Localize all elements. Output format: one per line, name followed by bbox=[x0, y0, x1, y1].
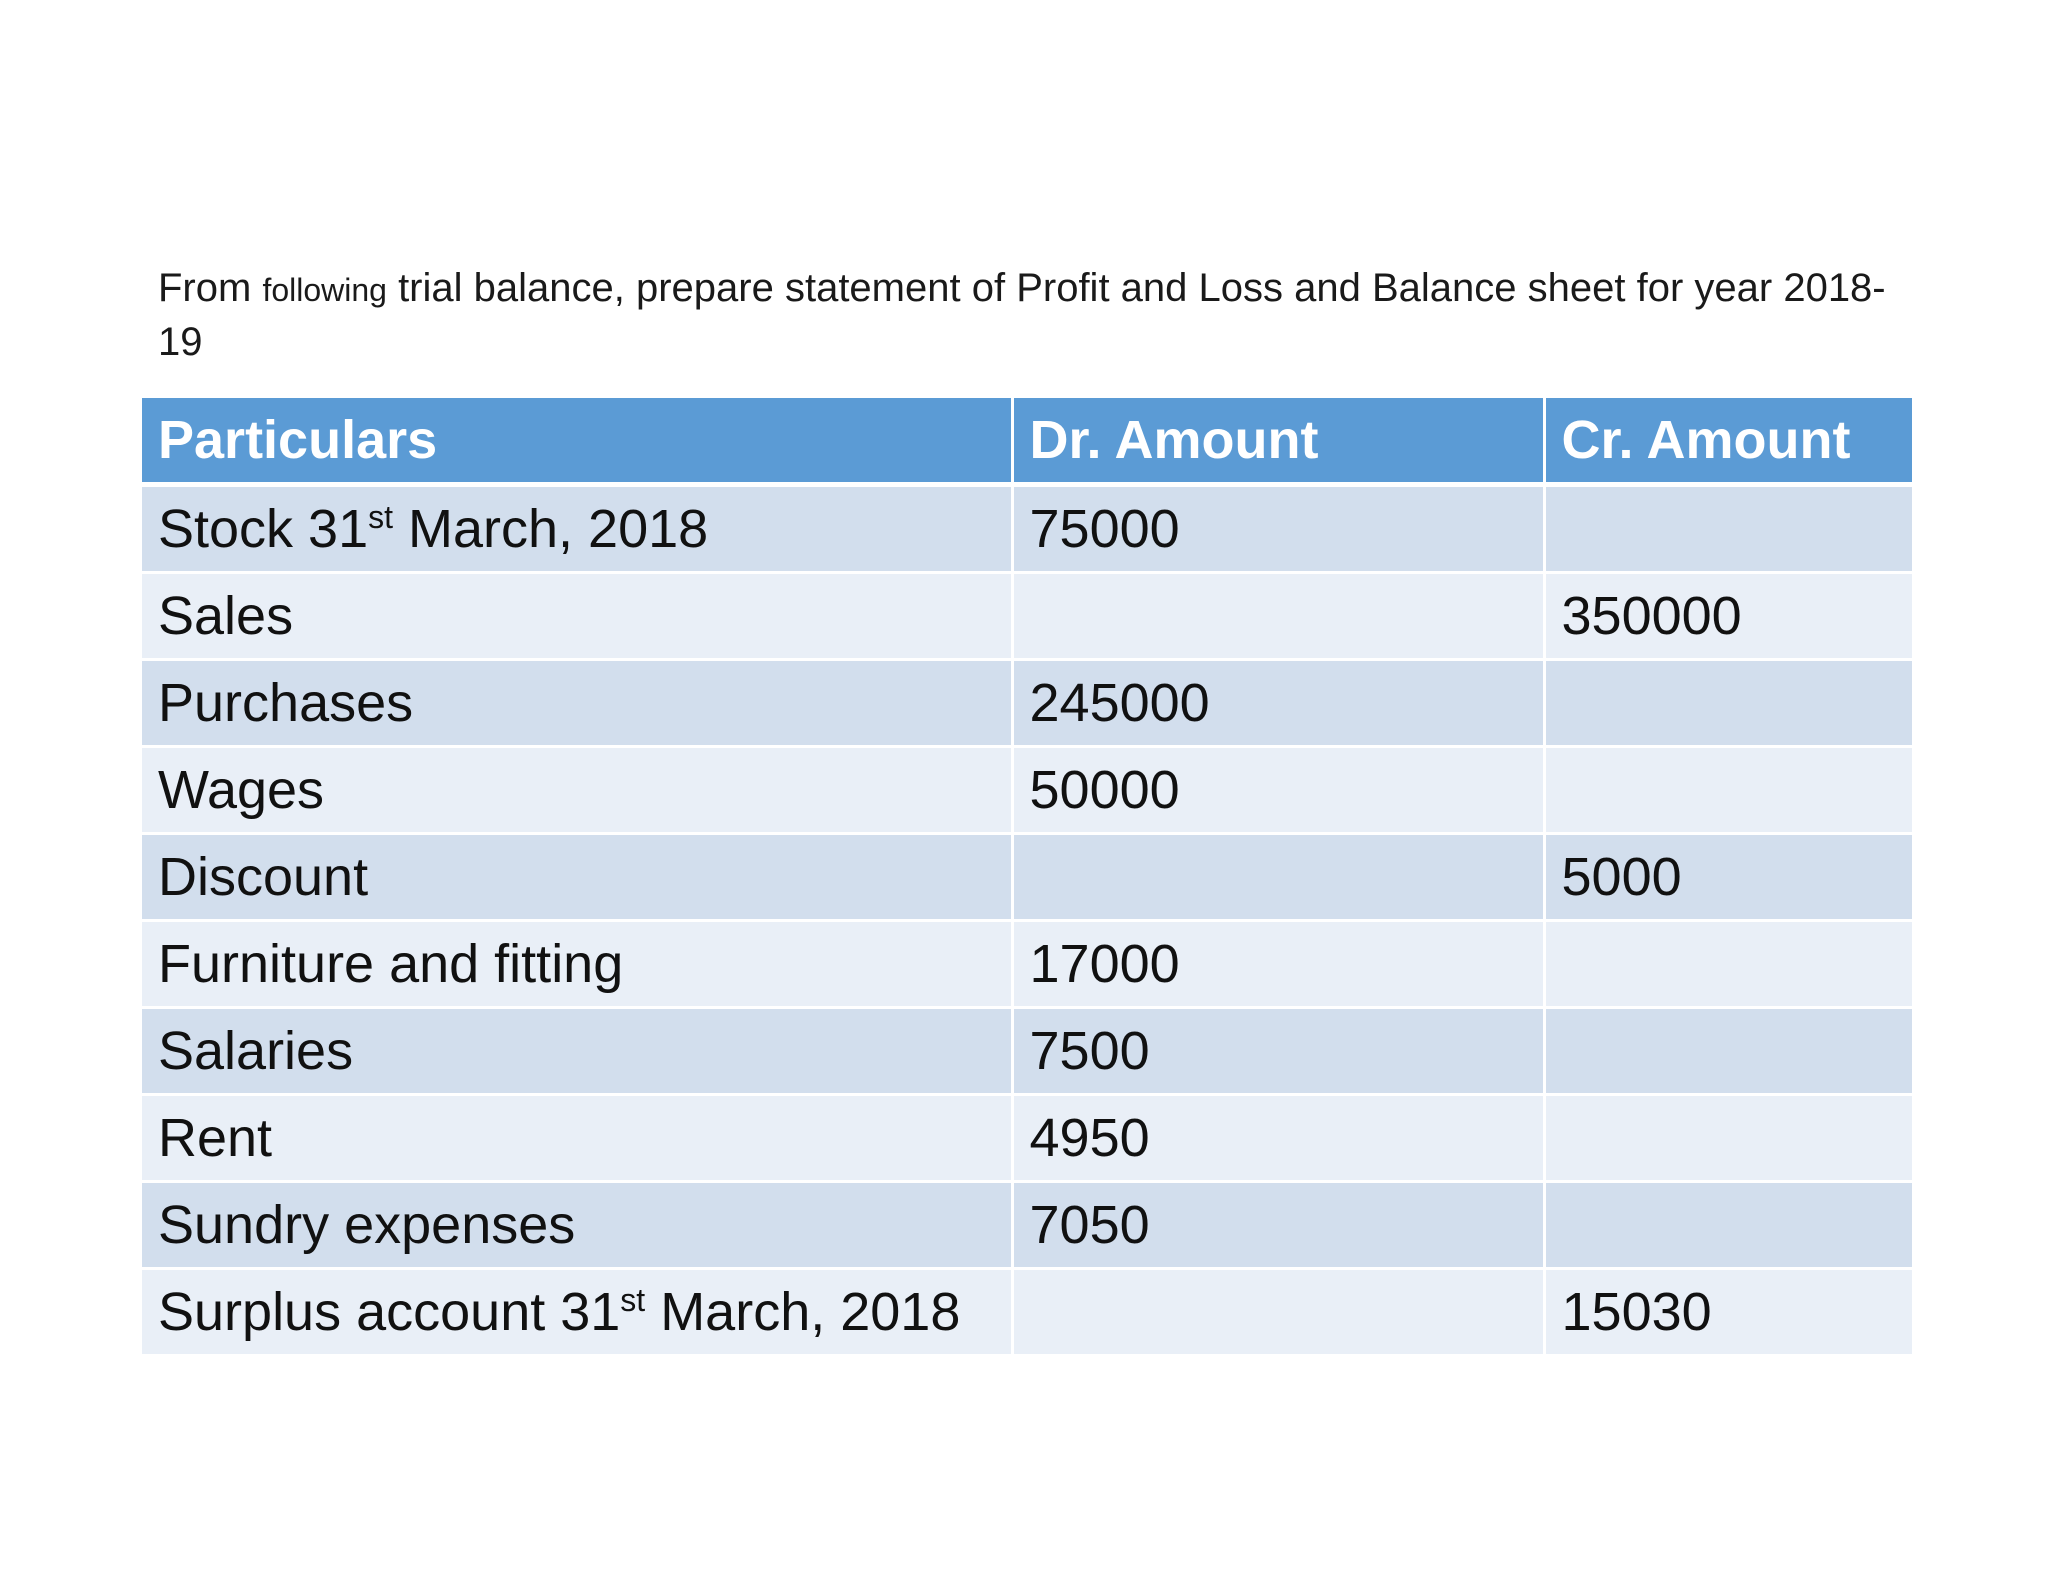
question-part2: trial balance, prepare statement of Profit and Loss and Balance sheet for year 2018-19 bbox=[158, 266, 1886, 364]
cell-dr-amount bbox=[1012, 573, 1544, 660]
particular-text: Stock 31 bbox=[158, 499, 369, 559]
header-dr-amount: Dr. Amount bbox=[1012, 398, 1544, 485]
cell-cr-amount bbox=[1544, 485, 1912, 573]
table-row bbox=[142, 1182, 1912, 1269]
question-part1: From bbox=[158, 266, 263, 310]
header-particulars: Particulars bbox=[142, 398, 1012, 485]
cell-cr-amount bbox=[1544, 660, 1912, 747]
cell-cr-amount bbox=[1544, 1008, 1912, 1095]
cell-particulars bbox=[142, 1008, 1012, 1095]
cell-cr-amount bbox=[1544, 747, 1912, 834]
particular-text: Discount bbox=[158, 847, 369, 907]
cell-dr-amount: 50000 bbox=[1012, 747, 1544, 834]
question-text bbox=[158, 262, 1918, 368]
cell-particulars bbox=[142, 485, 1012, 573]
particular-text: Salaries bbox=[158, 1021, 354, 1081]
table-row bbox=[142, 485, 1912, 573]
cell-particulars bbox=[142, 834, 1012, 921]
cell-dr-amount bbox=[1012, 1269, 1544, 1356]
cell-dr-amount: 75000 bbox=[1012, 485, 1544, 573]
cell-dr-amount: 17000 bbox=[1012, 921, 1544, 1008]
cell-particulars bbox=[142, 921, 1012, 1008]
cell-cr-amount bbox=[1544, 921, 1912, 1008]
ordinal-suffix: st bbox=[620, 1282, 646, 1318]
header-cr-amount: Cr. Amount bbox=[1544, 398, 1912, 485]
cell-particulars bbox=[142, 1095, 1012, 1182]
cell-dr-amount: 7500 bbox=[1012, 1008, 1544, 1095]
table-body bbox=[142, 485, 1912, 1356]
cell-dr-amount: 7050 bbox=[1012, 1182, 1544, 1269]
table-row bbox=[142, 573, 1912, 660]
cell-dr-amount: 4950 bbox=[1012, 1095, 1544, 1182]
table-row bbox=[142, 747, 1912, 834]
table-row bbox=[142, 921, 1912, 1008]
trial-balance-table bbox=[142, 398, 1912, 1357]
particular-text: Purchases bbox=[158, 673, 414, 733]
particular-text: Sundry expenses bbox=[158, 1195, 576, 1255]
cell-cr-amount bbox=[1544, 1095, 1912, 1182]
particular-text-rest: March, 2018 bbox=[393, 499, 709, 559]
cell-particulars bbox=[142, 1269, 1012, 1356]
cell-cr-amount: 350000 bbox=[1544, 573, 1912, 660]
cell-particulars bbox=[142, 747, 1012, 834]
cell-particulars bbox=[142, 660, 1012, 747]
ordinal-suffix: st bbox=[368, 499, 394, 535]
cell-particulars bbox=[142, 573, 1012, 660]
cell-dr-amount: 245000 bbox=[1012, 660, 1544, 747]
particular-text: Rent bbox=[158, 1108, 273, 1168]
cell-dr-amount bbox=[1012, 834, 1544, 921]
table-row bbox=[142, 1095, 1912, 1182]
cell-particulars bbox=[142, 1182, 1012, 1269]
particular-text: Sales bbox=[158, 586, 294, 646]
cell-cr-amount: 15030 bbox=[1544, 1269, 1912, 1356]
particular-text-rest: March, 2018 bbox=[645, 1282, 961, 1342]
table-row bbox=[142, 1269, 1912, 1356]
table-header-row bbox=[142, 398, 1912, 485]
cell-cr-amount: 5000 bbox=[1544, 834, 1912, 921]
particular-text: Surplus account 31 bbox=[158, 1282, 621, 1342]
cell-cr-amount bbox=[1544, 1182, 1912, 1269]
particular-text: Wages bbox=[158, 760, 325, 820]
table-row bbox=[142, 1008, 1912, 1095]
question-small-word: following bbox=[262, 272, 387, 308]
table-row bbox=[142, 660, 1912, 747]
table-row bbox=[142, 834, 1912, 921]
particular-text: Furniture and fitting bbox=[158, 934, 624, 994]
